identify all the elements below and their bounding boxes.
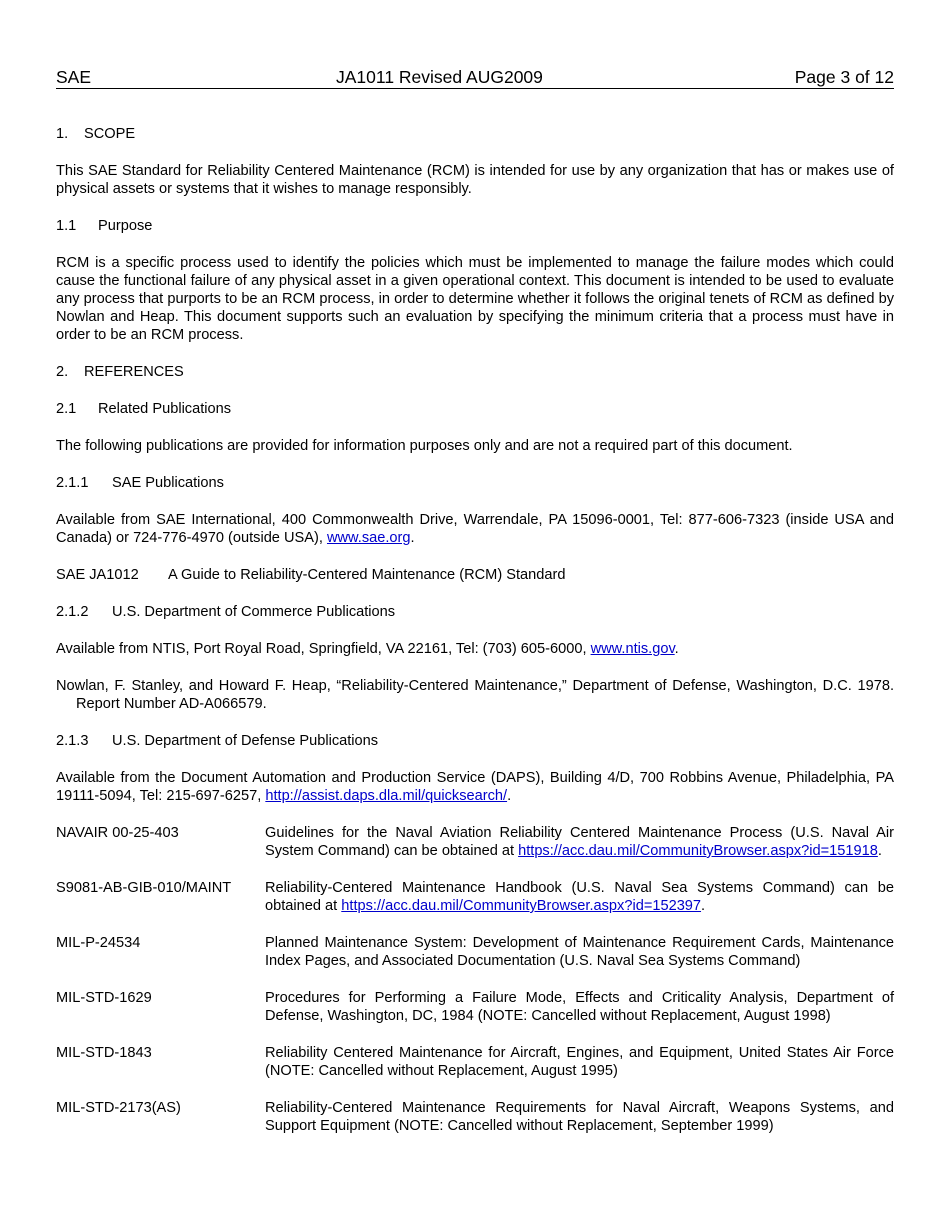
reference-description: Guidelines for the Naval Aviation Reliability Centered Maintenance Process (U.S. Naval Air System Command) can be obtained at https://acc.dau.mil/CommunityBrowser.aspx?id=151918. bbox=[265, 825, 894, 859]
reference-row bbox=[56, 879, 894, 915]
reference-link[interactable]: https://acc.dau.mil/CommunityBrowser.aspx?id=152397 bbox=[341, 898, 702, 914]
paragraph: Available from NTIS, Port Royal Road, Springfield, VA 22161, Tel: (703) 605-6000, www.ntis.gov. bbox=[56, 641, 679, 657]
reference-code: MIL-P-24534 bbox=[56, 935, 141, 951]
reference-description: Procedures for Performing a Failure Mode, Effects and Criticality Analysis, Department of Defense, Washington, DC, 1984 (NOTE: Cancelled without Replacement, August 1998) bbox=[265, 990, 894, 1024]
reference-description: Reliability-Centered Maintenance Requirements for Naval Aircraft, Weapons Systems, and Support Equipment (NOTE: Cancelled without Replacement, September 1999) bbox=[265, 1100, 894, 1134]
header-page-number: Page 3 of 12 bbox=[794, 67, 894, 87]
reference-row bbox=[56, 824, 894, 860]
reference-description: Reliability-Centered Maintenance Handbook (U.S. Naval Sea Systems Command) can be obtained at https://acc.dau.mil/CommunityBrowser.aspx?id=152397. bbox=[265, 880, 894, 914]
reference-link[interactable]: https://acc.dau.mil/CommunityBrowser.aspx?id=151918 bbox=[518, 843, 878, 859]
paragraph: This SAE Standard for Reliability Centered Maintenance (RCM) is intended for use by any organization that has or makes use of physical assets or systems that it wishes to manage responsibly. bbox=[56, 163, 894, 197]
reference-entry: SAE JA1012 A Guide to Reliability-Centered Maintenance (RCM) Standard bbox=[56, 567, 566, 583]
reference-row bbox=[56, 1099, 894, 1135]
sae-website-link[interactable]: www.sae.org bbox=[326, 530, 411, 546]
reference-code: MIL-STD-1629 bbox=[56, 990, 152, 1006]
paragraph: RCM is a specific process used to identify the policies which must be implemented to manage the failure modes which could cause the functional failure of any physical asset in a given operational context. This document is intended to be used to evaluate any process that purports to be an RCM process, in order to determine whether it follows the original tenets of RCM as defined by Nowlan and Heap. This document supports such an evaluation by specifying the minimum criteria that a process must have in order to be an RCM process. bbox=[56, 255, 894, 343]
ntis-website-link[interactable]: www.ntis.gov bbox=[590, 641, 675, 657]
reference-row bbox=[56, 1044, 894, 1080]
header-doc-id: JA1011 Revised AUG2009 bbox=[336, 67, 543, 87]
assist-website-link[interactable]: http://assist.daps.dla.mil/quicksearch/ bbox=[265, 788, 508, 804]
reference-code: MIL-STD-2173(AS) bbox=[56, 1100, 181, 1116]
page-content bbox=[56, 125, 894, 1154]
reference-row bbox=[56, 934, 894, 970]
paragraph: Available from the Document Automation and Production Service (DAPS), Building 4/D, 700 Robbins Avenue, Philadelphia, PA 19111-5094, Tel: 215-697-6257, http://assist.daps.dla.mil/quicksearch/. bbox=[56, 770, 894, 804]
reference-code: S9081-AB-GIB-010/MAINT bbox=[56, 880, 232, 896]
section-heading: 1. SCOPE bbox=[56, 126, 136, 142]
section-heading: 2.1 Related Publications bbox=[56, 401, 232, 417]
reference-code: MIL-STD-1843 bbox=[56, 1045, 152, 1061]
reference-code: NAVAIR 00-25-403 bbox=[56, 825, 179, 841]
paragraph: The following publications are provided for information purposes only and are not a required part of this document. bbox=[56, 438, 793, 454]
section-heading: 2. REFERENCES bbox=[56, 364, 184, 380]
reference-list bbox=[56, 824, 894, 1135]
reference-description: Reliability Centered Maintenance for Aircraft, Engines, and Equipment, United States Air Force (NOTE: Cancelled without Replacement, August 1995) bbox=[265, 1045, 894, 1079]
paragraph: Available from SAE International, 400 Commonwealth Drive, Warrendale, PA 15096-0001, Tel: 877-606-7323 (inside USA and Canada) or 724-776-4970 (outside USA), www.sae.org. bbox=[56, 512, 894, 546]
header-org: SAE bbox=[56, 67, 92, 87]
section-heading: 1.1 Purpose bbox=[56, 218, 153, 234]
section-heading: 2.1.3 U.S. Department of Defense Publications bbox=[56, 733, 379, 749]
reference-entry: Nowlan, F. Stanley, and Howard F. Heap, “Reliability-Centered Maintenance,” Department of Defense, Washington, D.C. 1978. Report Number AD-A066579. bbox=[56, 678, 894, 712]
page-header bbox=[56, 67, 894, 89]
reference-row bbox=[56, 989, 894, 1025]
section-heading: 2.1.1 SAE Publications bbox=[56, 475, 224, 491]
section-heading: 2.1.2 U.S. Department of Commerce Publications bbox=[56, 604, 396, 620]
reference-description: Planned Maintenance System: Development of Maintenance Requirement Cards, Maintenance Index Pages, and Associated Documentation (U.S. Naval Sea Systems Command) bbox=[265, 935, 894, 969]
